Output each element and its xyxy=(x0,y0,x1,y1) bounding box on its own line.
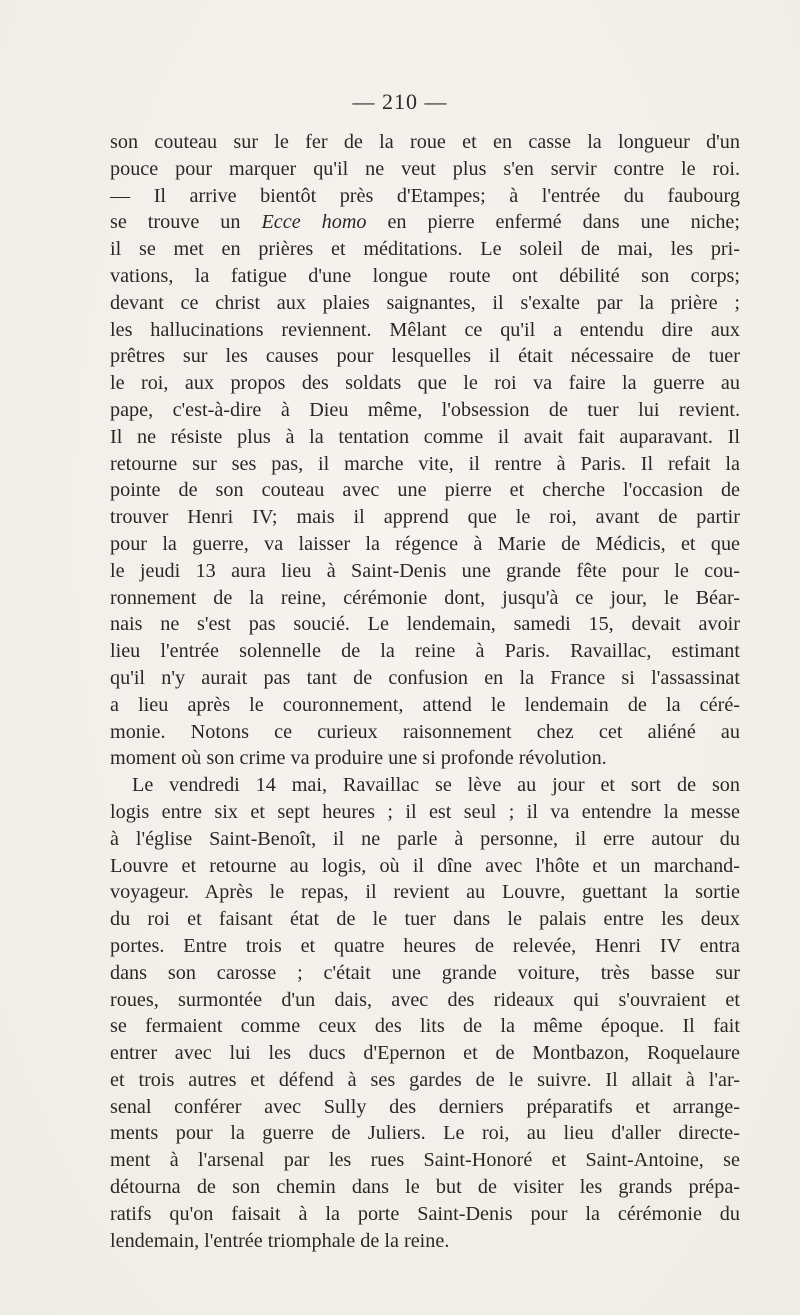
text-line: ratifs qu'on faisait à la porte Saint-Denis pour la cérémonie du xyxy=(110,1202,740,1225)
text-line: pouce pour marquer qu'il ne veut plus s'en servir contre le roi. xyxy=(110,157,740,180)
text-line: détourna de son chemin dans le but de visiter les grands prépa- xyxy=(110,1176,740,1199)
text-line: moment où son crime va produire une si profonde révolution. xyxy=(110,747,607,770)
text-line: qu'il n'y aurait pas tant de confusion en la France si l'assassinat xyxy=(110,666,740,689)
text-line xyxy=(110,209,740,236)
text-line: Louvre et retourne au logis, où il dîne avec l'hôte et un marchand- xyxy=(110,854,740,877)
text-line: vations, la fatigue d'une longue route ont débilité son corps; xyxy=(110,264,740,287)
text-line: nais ne s'est pas soucié. Le lendemain, samedi 15, devait avoir xyxy=(110,613,740,636)
text-line: Il ne résiste plus à la tentation comme il avait fait auparavant. Il xyxy=(110,425,740,448)
text-line: il se met en prières et méditations. Le soleil de mai, les pri- xyxy=(110,238,740,261)
text-line: entrer avec lui les ducs d'Epernon et de Montbazon, Roquelaure xyxy=(110,1042,740,1065)
text-line: ments pour la guerre de Juliers. Le roi, au lieu d'aller directe- xyxy=(110,1122,740,1145)
body-text xyxy=(110,129,740,1254)
text-line: trouver Henri IV; mais il apprend que le roi, avant de partir xyxy=(110,506,740,529)
text-line: a lieu après le couronnement, attend le lendemain de la céré- xyxy=(110,693,740,716)
text-line: lendemain, l'entrée triomphale de la reine. xyxy=(110,1229,450,1252)
text-line: se fermaient comme ceux des lits de la même époque. Il fait xyxy=(110,1015,740,1038)
text-line: ment à l'arsenal par les rues Saint-Honoré et Saint-Antoine, se xyxy=(110,1149,740,1172)
text-line: portes. Entre trois et quatre heures de relevée, Henri IV entra xyxy=(110,934,740,957)
text-line: pape, c'est-à-dire à Dieu même, l'obsession de tuer lui revient. xyxy=(110,398,740,421)
text-line: roues, surmontée d'un dais, avec des rideaux qui s'ouvraient et xyxy=(110,988,740,1011)
text-line: ronnement de la reine, cérémonie dont, jusqu'à ce jour, le Béar- xyxy=(110,586,740,609)
italic-phrase: Ecce homo xyxy=(261,211,367,234)
text-line: son couteau sur le fer de la roue et en casse la longueur d'un xyxy=(110,131,740,153)
text-line: à l'église Saint-Benoît, il ne parle à personne, il erre autour du xyxy=(110,827,740,850)
text-line: voyageur. Après le repas, il revient au Louvre, guettant la sortie xyxy=(110,881,740,904)
text-line: logis entre six et sept heures ; il est seul ; il va entendre la messe xyxy=(110,800,740,823)
text-line: devant ce christ aux plaies saignantes, il s'exalte par la prière ; xyxy=(110,291,740,314)
text-line: le roi, aux propos des soldats que le roi va faire la guerre au xyxy=(110,372,740,395)
text-line: pour la guerre, va laisser la régence à Marie de Médicis, et que xyxy=(110,532,740,555)
text-line: pointe de son couteau avec une pierre et cherche l'occasion de xyxy=(110,479,740,502)
text-line: prêtres sur les causes pour lesquelles il était nécessaire de tuer xyxy=(110,345,740,368)
text-segment: se trouve un xyxy=(110,211,262,234)
text-line: le jeudi 13 aura lieu à Saint-Denis une grande fête pour le cou- xyxy=(110,559,740,582)
text-line: et trois autres et défend à ses gardes de le suivre. Il allait à l'ar- xyxy=(110,1068,740,1091)
text-line: Le vendredi 14 mai, Ravaillac se lève au jour et sort de son xyxy=(132,774,740,797)
text-segment: en pierre enfermé dans une niche; xyxy=(366,211,740,234)
text-line: senal conférer avec Sully des derniers préparatifs et arrange- xyxy=(110,1095,740,1118)
text-line: retourne sur ses pas, il marche vite, il rentre à Paris. Il refait la xyxy=(110,452,740,475)
text-line: — Il arrive bientôt près d'Etampes; à l'entrée du faubourg xyxy=(110,184,740,207)
text-line: monie. Notons ce curieux raisonnement chez cet aliéné au xyxy=(110,720,740,743)
text-line: du roi et faisant état de le tuer dans le palais entre les deux xyxy=(110,908,740,931)
text-line: les hallucinations reviennent. Mêlant ce qu'il a entendu dire aux xyxy=(110,318,740,341)
page-number: — 210 — xyxy=(352,89,448,114)
text-line: lieu l'entrée solennelle de la reine à Paris. Ravaillac, estimant xyxy=(110,640,740,663)
text-line: dans son carosse ; c'était une grande voiture, très basse sur xyxy=(110,961,740,984)
